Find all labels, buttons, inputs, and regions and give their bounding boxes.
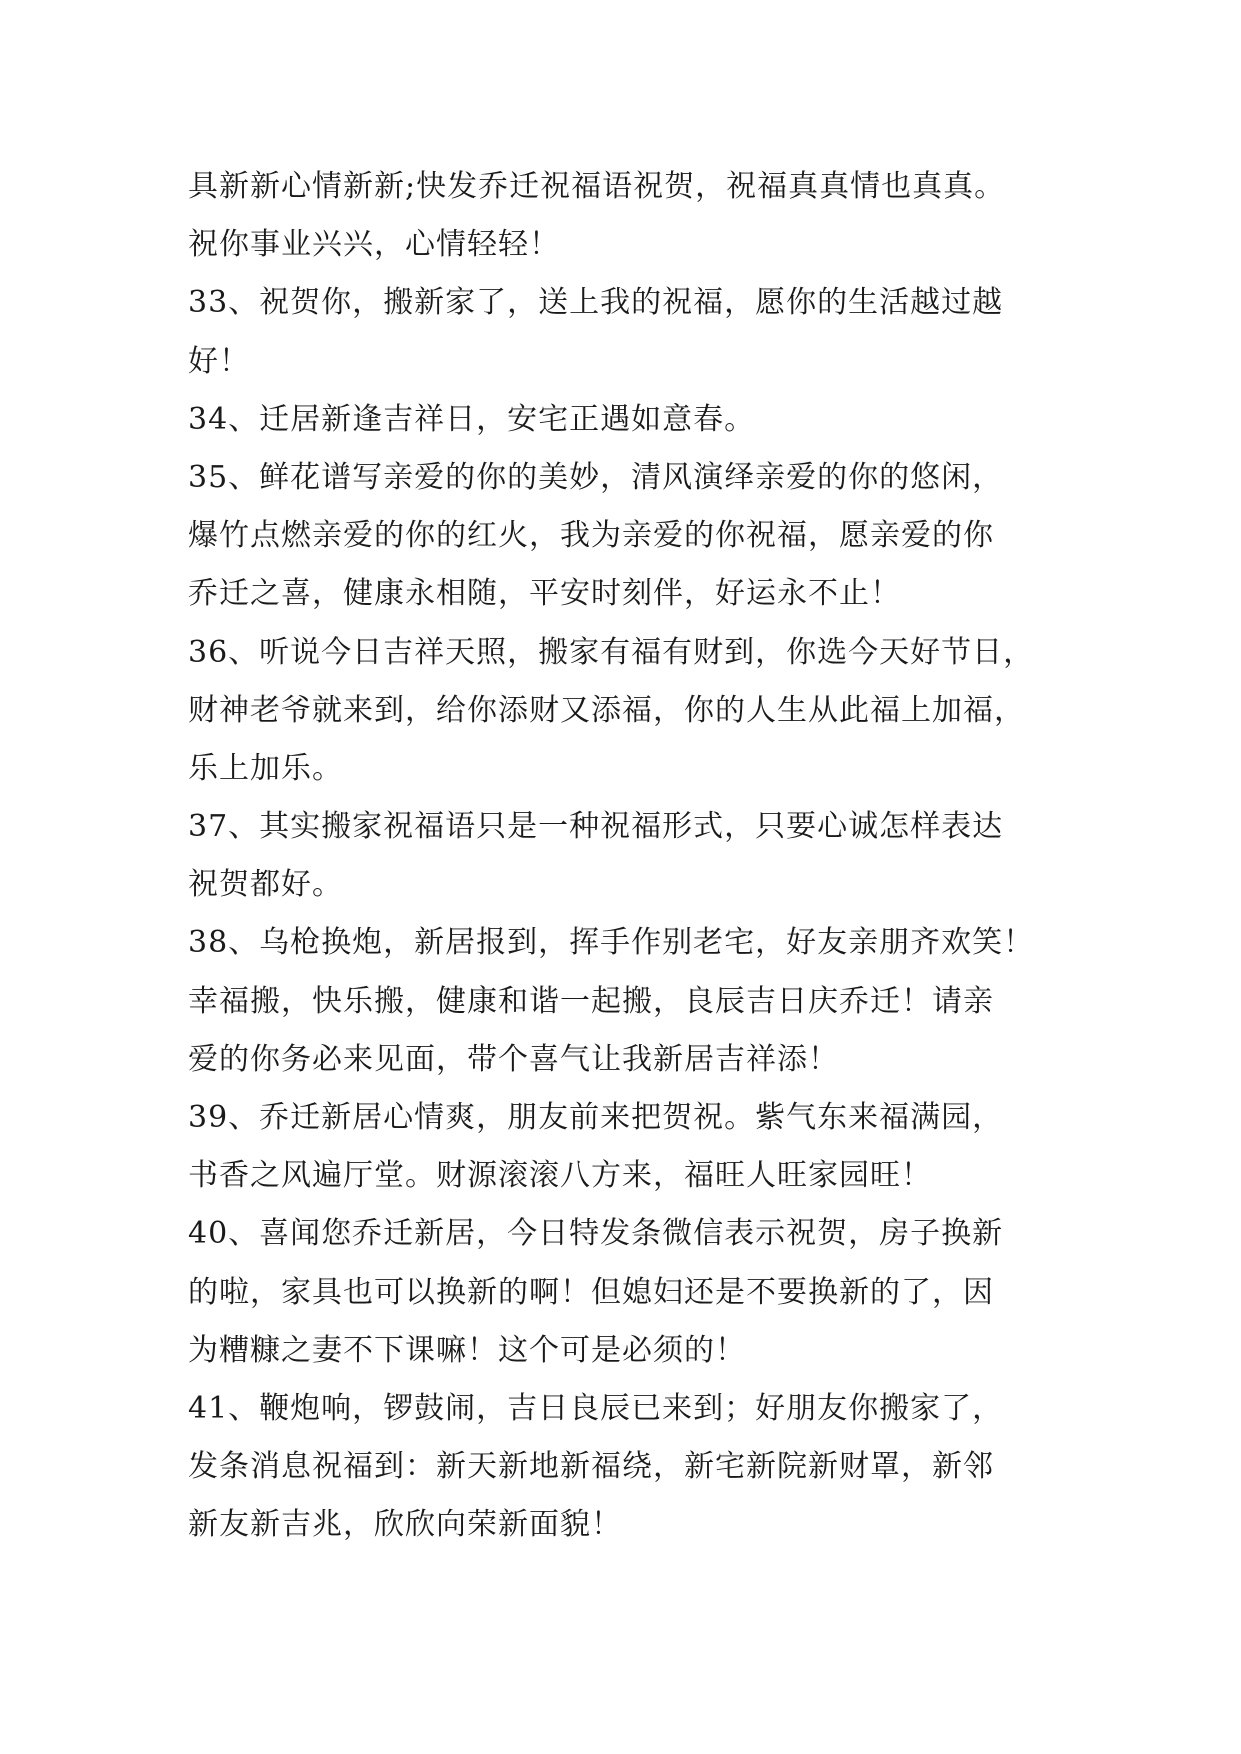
text-line: 发条消息祝福到：新天新地新福绕，新宅新院新财罩，新邻 [188, 1449, 994, 1485]
text-line: 36、听说今日吉祥天照，搬家有福有财到，你选今天好节日， [188, 634, 1035, 670]
text-line: 39、乔迁新居心情爽，朋友前来把贺祝。紫气东来福满园， [188, 1100, 1004, 1135]
text-line: 乐上加乐。 [188, 750, 343, 786]
text-line: 具新新心情新新;快发乔迁祝福语祝贺，祝福真真情也真真。 [188, 169, 1006, 204]
text-line: 幸福搬，快乐搬，健康和谐一起搬，良辰吉日庆乔迁！请亲 [188, 983, 994, 1019]
text-line: 书香之风遍厅堂。财源滚滚八方来，福旺人旺家园旺！ [188, 1158, 932, 1194]
text-line: 财神老爷就来到，给你添财又添福，你的人生从此福上加福， [188, 692, 1025, 728]
text-line: 40、喜闻您乔迁新居，今日特发条微信表示祝贺，房子换新 [188, 1216, 1004, 1252]
text-line: 41、鞭炮响，锣鼓闹，吉日良辰已来到；好朋友你搬家了， [188, 1390, 1004, 1426]
text-line: 祝贺都好。 [188, 867, 343, 903]
text-line: 37、其实搬家祝福语只是一种祝福形式，只要心诚怎样表达 [188, 809, 1004, 845]
text-line: 33、祝贺你，搬新家了，送上我的祝福，愿你的生活越过越 [188, 285, 1004, 321]
text-line: 34、迁居新逢吉祥日，安宅正遇如意春。 [188, 401, 756, 437]
text-line: 乔迁之喜，健康永相随，平安时刻伴，好运永不止！ [188, 576, 901, 612]
text-line: 好！ [188, 343, 250, 379]
text-line: 爱的你务必来见面，带个喜气让我新居吉祥添！ [188, 1041, 839, 1077]
text-line: 祝你事业兴兴，心情轻轻！ [188, 227, 560, 263]
text-line: 的啦，家具也可以换新的啊！但媳妇还是不要换新的了，因 [188, 1274, 994, 1310]
text-line: 35、鲜花谱写亲爱的你的美妙，清风演绎亲爱的你的悠闲， [188, 459, 1004, 495]
text-line: 38、乌枪换炮，新居报到，挥手作别老宅，好友亲朋齐欢笑！ [188, 925, 1035, 961]
text-line: 新友新吉兆，欣欣向荣新面貌！ [188, 1507, 622, 1543]
text-line: 为糟糠之妻不下课嘛！这个可是必须的！ [188, 1332, 746, 1368]
document-body [188, 158, 1068, 1555]
text-line: 爆竹点燃亲爱的你的红火，我为亲爱的你祝福，愿亲爱的你 [188, 518, 994, 554]
